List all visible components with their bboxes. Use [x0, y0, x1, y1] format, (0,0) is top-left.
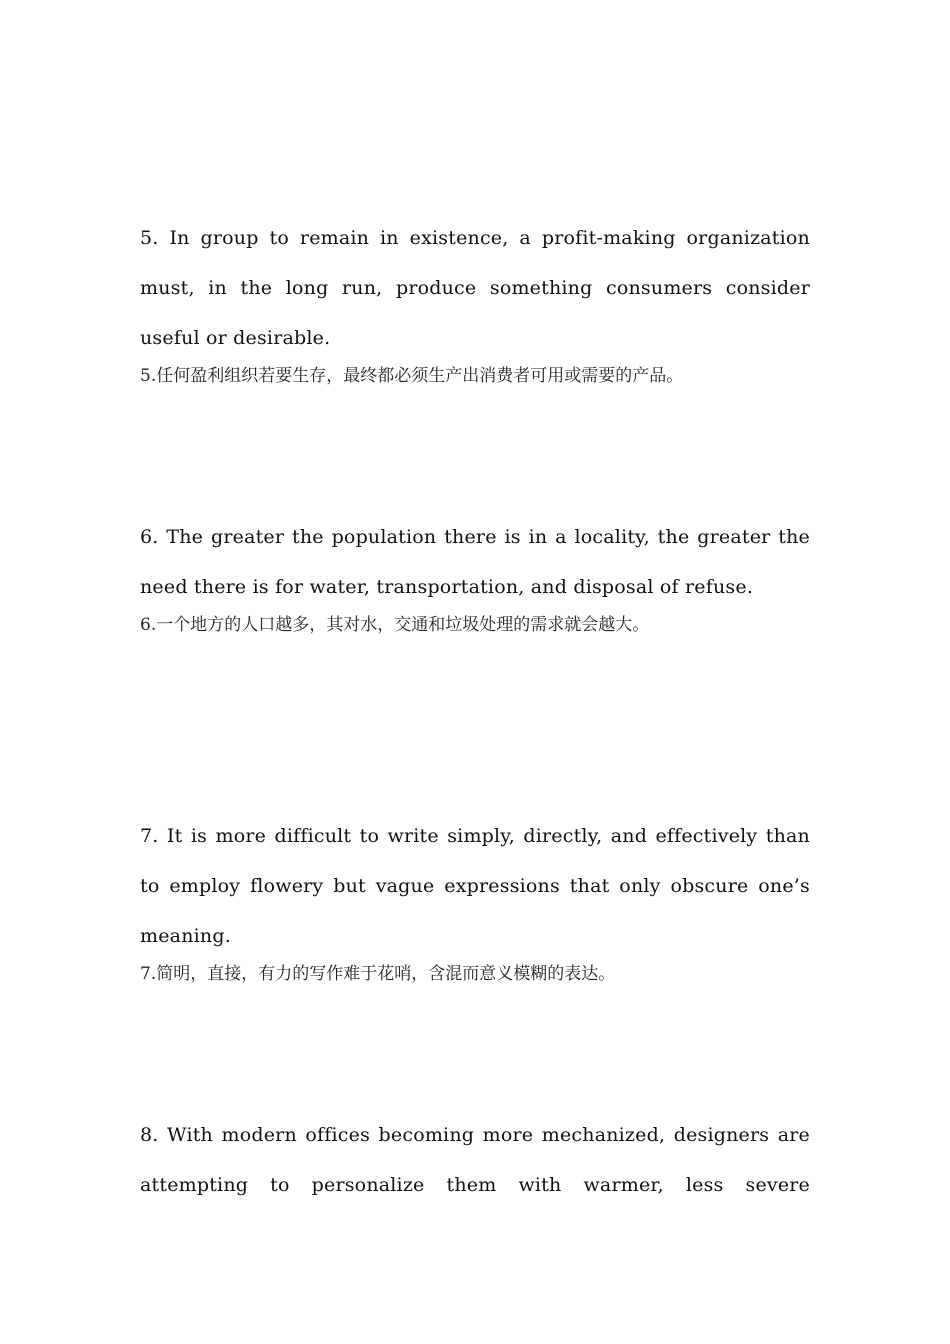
english-sentence-7: 7. It is more difficult to write simply, directly, and effectively than to employ flowery but vague expressions that only obscure one’s meaning.: [140, 825, 810, 947]
chinese-translation-7: 7.简明，直接，有力的写作难于花哨，含混而意义模糊的表达。: [140, 964, 616, 984]
entry-6: [140, 512, 810, 637]
entry-5: [140, 213, 810, 388]
entry-8: [140, 1110, 810, 1210]
english-sentence-5: 5. In group to remain in existence, a profit-making organization must, in the long run, produce something consumers consider useful or desirable.: [140, 227, 810, 349]
chinese-translation-6: 6.一个地方的人口越多，其对水，交通和垃圾处理的需求就会越大。: [140, 615, 650, 635]
english-sentence-8: 8. With modern offices becoming more mechanized, designers are attempting to personalize them with warmer, less severe: [140, 1124, 810, 1196]
english-sentence-6: 6. The greater the population there is in a locality, the greater the need there is for water, transportation, and disposal of refuse.: [140, 526, 810, 598]
chinese-translation-5: 5.任何盈利组织若要生存，最终都必须生产出消费者可用或需要的产品。: [140, 366, 684, 386]
entry-7: [140, 811, 810, 986]
